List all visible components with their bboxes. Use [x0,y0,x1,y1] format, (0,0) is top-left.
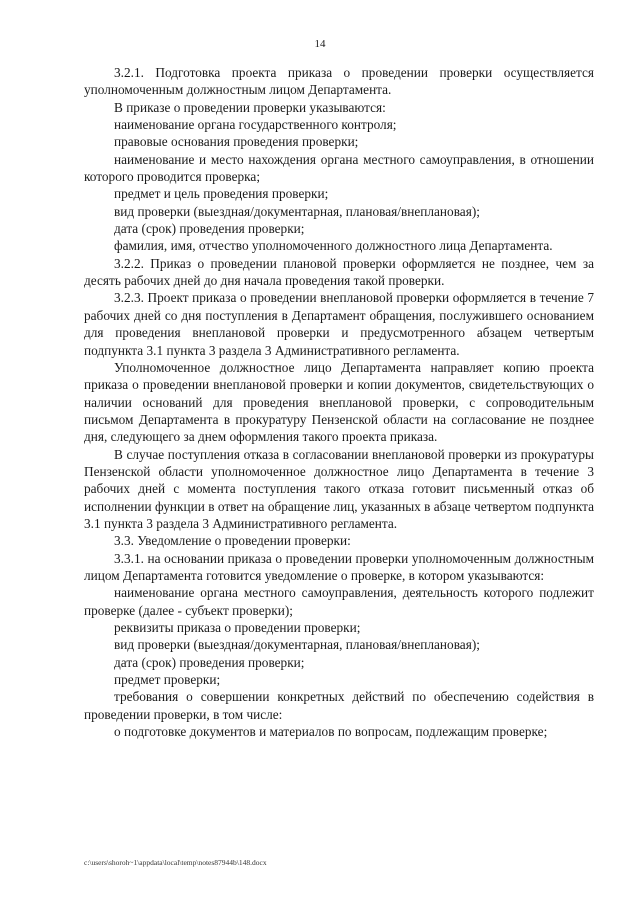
paragraph-3-2-2: 3.2.2. Приказ о проведении плановой проверки оформляется не позднее, чем за десять рабочих дней до дня начала проведения такой проверки. [84,255,594,289]
section-3-3-heading: 3.3. Уведомление о проведении проверки: [114,533,351,549]
list-item: вид проверки (выездная/документарная, плановая/внеплановая); [114,203,480,219]
list-item: требования о совершении конкретных действий по обеспечению содействия в проведении проверки, в том числе: [84,689,594,722]
list-item: дата (срок) проведения проверки; [114,221,305,237]
list-item: вид проверки (выездная/документарная, плановая/внеплановая); [114,637,480,653]
list-item: правовые основания проведения проверки; [114,134,359,150]
paragraph-copy-sending: Уполномоченное должностное лицо Департамента направляет копию проекта приказа о проведении внеплановой проверки и копии документов, свидетельствующих о наличии оснований для проведения внеплановой проверки, с сопроводительным письмом Департамента в прокуратуру Пензенской области на согласование не позднее дня, следующего за днем оформления такого проекта приказа. [84,359,594,445]
list-item: наименование и место нахождения органа местного самоуправления, в отношении которого проводится проверка; [84,151,594,185]
paragraph-order-contents-intro: В приказе о проведении проверки указываются: [114,99,386,115]
list-item: реквизиты приказа о проведении проверки; [114,620,361,635]
list-item: о подготовке документов и материалов по вопросам, подлежащим проверке; [114,724,548,740]
paragraph-3-2-1: 3.2.1. Подготовка проекта приказа о проведении проверки осуществляется уполномоченным должностным лицом Департамента. [84,65,594,98]
paragraph-3-2-3: 3.2.3. Проект приказа о проведении внеплановой проверки оформляется в течение 7 рабочих дней со дня поступления в Департамент обращения, послужившего основанием для проведения внеплановой проверки и предусмотренного абзацем четвертым подпункта 3.1 пункта 3 раздела 3 Административного регламента. [84,290,594,358]
list-item: наименование органа местного самоуправления, деятельность которого подлежит проверке (далее - субъект проверки); [84,585,594,618]
footer-file-path: c:\users\shoroh~1\appdata\local\temp\notes87944b\148.docx [84,858,267,867]
document-body [84,64,594,740]
list-item: дата (срок) проведения проверки; [114,654,305,670]
list-item: наименование органа государственного контроля; [114,117,397,133]
page-number: 14 [314,38,326,50]
paragraph-refusal: В случае поступления отказа в согласовании внеплановой проверки из прокуратуры Пензенской области уполномоченное должностное лицо Департамента в течение 3 рабочих дней с момента поступления такого отказа готовит письменный отказ об исполнении функции в ответ на обращение лиц, указанных в абзаце четвертом подпункта 3.1 пункта 3 раздела 3 Административного регламента. [84,446,594,531]
paragraph-3-3-1: 3.3.1. на основании приказа о проведении проверки уполномоченным должностным лицом Департамента готовится уведомление о проверке, в котором указываются: [84,550,594,583]
list-item: фамилия, имя, отчество уполномоченного должностного лица Департамента. [114,238,553,254]
list-item: предмет проверки; [114,672,221,688]
list-item: предмет и цель проведения проверки; [114,186,329,202]
